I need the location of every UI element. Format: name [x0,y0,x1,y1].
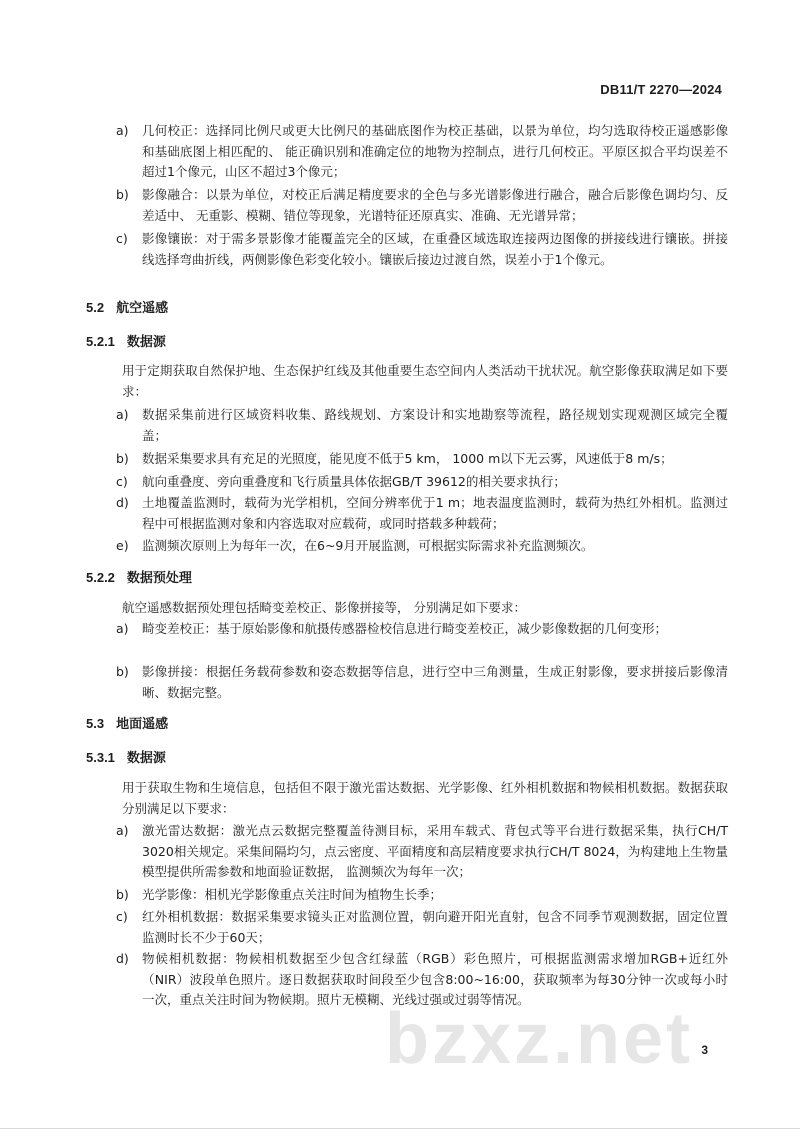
paragraph: 用于定期获取自然保护地、生态保护红线及其他重要生态空间内人类活动干扰状况。航空影像获取满足如下要求： [122,363,728,399]
item-text: 畸变差校正：基于原始影像和航摄传感器检校信息进行畸变差校正，减少影像数据的几何变形； [142,621,668,636]
item-text: 红外相机数据：数据采集要求镜头正对监测位置，朝向避开阳光直射，包含不同季节观测数据，固定位置监测时长不少于60天； [142,909,728,945]
item-label: a) [116,123,129,138]
section-title: 数据源 [126,751,166,766]
item-label: e) [116,538,129,553]
item-label: a) [116,407,129,422]
section-number: 5.2.2 [86,570,115,585]
item-text: 光学影像：相机光学影像重点关注时间为植物生长季； [142,887,443,902]
item-label: b) [116,187,129,202]
page-number: 3 [701,1043,708,1057]
section-heading-5-2-2 [86,567,192,586]
paragraph: 用于获取生物和生境信息，包括但不限于激光雷达数据、光学影像、红外相机数据和物候相机数据。数据获取分别满足以下要求： [122,780,728,816]
item-label: c) [116,909,128,924]
paragraph: 航空遥感数据预处理包括畸变差校正、影像拼接等， 分别满足如下要求： [122,600,526,615]
standard-code: DB11/T 2270—2024 [600,82,722,97]
item-text: 几何校正：选择同比例尺或更大比例尺的基础底图作为校正基础，以景为单位，均匀选取待校正遥感影像和基础底图上相匹配的、 能正确识别和准确定位的地物为控制点，进行几何校正。平原区拟合平均误差不超过1个像元，山区不超过3个像元； [142,123,728,179]
section-heading-5-2-1 [86,331,166,350]
item-label: a) [116,621,129,636]
page-bottom-divider [0,1128,800,1129]
item-label: a) [116,823,129,838]
item-text: 土地覆盖监测时，载荷为光学相机，空间分辨率优于1 m；地表温度监测时，载荷为热红外相机。监测过程中可根据监测对象和内容选取对应载荷，或同时搭载多种载荷； [142,495,728,531]
item-text: 数据采集前进行区域资料收集、路线规划、方案设计和实地勘察等流程，路径规划实现观测区域完全覆盖； [142,407,728,443]
item-label: b) [116,451,129,466]
item-label: c) [116,231,128,246]
watermark: bzxz.net [385,999,694,1079]
item-label: c) [116,474,128,489]
section-title: 航空遥感 [116,301,169,316]
item-label: b) [116,887,129,902]
item-text: 影像镶嵌：对于需多景影像才能覆盖完全的区域，在重叠区域选取连接两边图像的拼接线进行镶嵌。拼接线选择弯曲折线，两侧影像色彩变化较小。镶嵌后接边过渡自然，误差小于1个像元。 [142,231,728,267]
section-number: 5.3 [86,716,105,731]
item-text: 数据采集要求具有充足的光照度，能见度不低于5 km， 1000 m以下无云雾，风速低于8 m/s； [142,451,673,466]
item-label: d) [116,495,129,510]
section-heading-5-2 [86,297,168,316]
section-heading-5-3-1 [86,747,166,766]
section-title: 数据预处理 [126,571,192,586]
section-number: 5.2.1 [86,334,115,349]
item-text: 激光雷达数据：激光点云数据完整覆盖待测目标，采用车载式、背包式等平台进行数据采集，执行CH/T 3020相关规定。采集间隔均匀，点云密度、平面精度和高层精度要求执行CH/T 8024，为构建地上生物量模型提供所需参数和地面验证数据， 监测频次为每年一次； [142,823,728,879]
section-title: 地面遥感 [116,717,169,732]
section-number: 5.2 [86,300,105,315]
item-text: 航向重叠度、旁向重叠度和飞行质量具体依据GB/T 39612的相关要求执行； [142,474,566,489]
section-title: 数据源 [126,335,166,350]
item-text: 影像拼接：根据任务载荷参数和姿态数据等信息，进行空中三角测量，生成正射影像，要求拼接后影像清晰、数据完整。 [142,664,728,700]
item-text: 影像融合：以景为单位，对校正后满足精度要求的全色与多光谱影像进行融合，融合后影像色调均匀、反差适中、 无重影、模糊、错位等现象，光谱特征还原真实、准确、无光谱异常； [142,187,728,223]
item-label: b) [116,664,129,679]
item-text: 监测频次原则上为每年一次，在6~9月开展监测，可根据实际需求补充监测频次。 [142,538,594,553]
section-number: 5.3.1 [86,750,115,765]
item-label: d) [116,951,129,966]
section-heading-5-3 [86,713,168,732]
item-text: 物候相机数据：物候相机数据至少包含红绿蓝（RGB）彩色照片，可根据监测需求增加RGB+近红外（NIR）波段单色照片。逐日数据获取时间段至少包含8:00~16:00，获取频率为每30分钟一次或每小时一次，重点关注时间为物候期。照片无模糊、光线过强或过弱等情况。 [142,951,728,1007]
